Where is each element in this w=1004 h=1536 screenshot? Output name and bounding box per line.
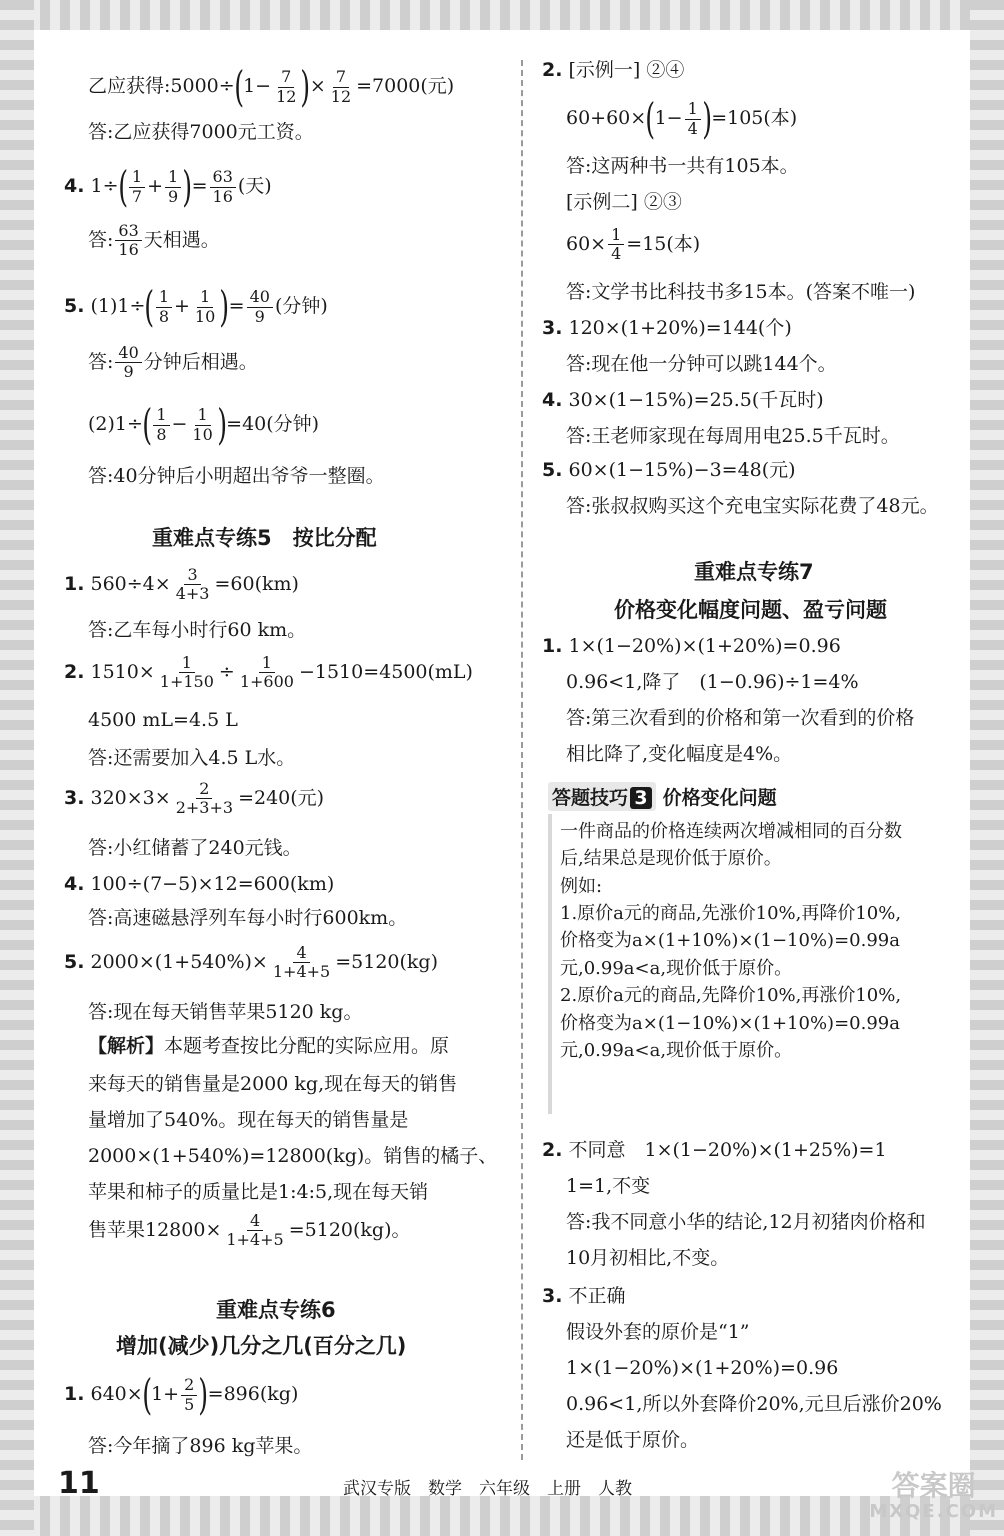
answer-text: 答:王老师家现在每周用电25.5千瓦时。 bbox=[566, 425, 900, 447]
calc-line: 60+60×(1− $\frac{1}{4}$ )=105(本) bbox=[566, 94, 798, 143]
calc-text: 1×(1−20%)×(1+20%)=0.96 bbox=[566, 1357, 839, 1379]
section-heading: 重难点专练7 bbox=[694, 560, 814, 584]
tip-line: 例如: bbox=[560, 875, 603, 897]
answer-text: 答:今年摘了896 kg苹果。 bbox=[88, 1435, 313, 1457]
tip-line: 1.原价a元的商品,先涨价10%,再降价10%, bbox=[560, 903, 902, 925]
answer-text: 答:乙应获得7000元工资。 bbox=[88, 121, 314, 143]
question-5: 5. 60×(1−15%)−3=48(元) bbox=[542, 459, 796, 481]
page-border-top bbox=[0, 0, 1004, 30]
question-2: 2. 1510× $\frac{1}{1+150}$ ÷ $\frac{1}{1+600}$ −1510=4500(mL) bbox=[64, 653, 473, 692]
answer-text: 答:40分钟后小明超出爷爷一整圈。 bbox=[88, 465, 385, 487]
column-divider bbox=[521, 60, 523, 1460]
section-subheading: 价格变化幅度问题、盈亏问题 bbox=[614, 598, 887, 622]
tip-line: 元,0.99a<a,现价低于原价。 bbox=[560, 1039, 793, 1061]
section-heading: 重难点专练6 bbox=[216, 1298, 336, 1322]
answer-text: 答:这两种书一共有105本。 bbox=[566, 155, 799, 177]
calc-text: [示例二] ②③ bbox=[566, 191, 682, 213]
calc-text: 假设外套的原价是“1” bbox=[566, 1321, 750, 1343]
question-1: 1. 560÷4× $\frac{3}{4+3}$ =60(km) bbox=[64, 565, 299, 604]
question-4: 4. 1÷( $\frac{1}{7}$ + $\frac{1}{9}$ )= $\frac{63}{16}$ (天) bbox=[64, 162, 272, 211]
answer-text: 答:高速磁悬浮列车每小时行600km。 bbox=[88, 907, 408, 929]
watermark-text: 答案圈 bbox=[891, 1469, 976, 1503]
tip-rule bbox=[548, 814, 552, 1114]
question-5: 5. (1)1÷( $\frac{1}{8}$ + $\frac{1}{10}$ )= $\frac{40}{9}$ (分钟) bbox=[64, 282, 328, 331]
answer-text: 10月初相比,不变。 bbox=[566, 1247, 730, 1269]
explanation-line: 2000×(1+540%)=12800(kg)。销售的橘子、 bbox=[88, 1145, 498, 1167]
section-heading: 重难点专练5 按比分配 bbox=[152, 526, 377, 550]
page-border-right bbox=[970, 0, 1004, 1536]
answer-text: 答:现在他一分钟可以跳144个。 bbox=[566, 353, 837, 375]
footer-text: 武汉专版 数学 六年级 上册 人教 bbox=[343, 1479, 632, 1499]
answer-text: 答:现在每天销售苹果5120 kg。 bbox=[88, 1001, 363, 1023]
section-subheading: 增加(减少)几分之几(百分之几) bbox=[116, 1334, 407, 1358]
page-number: 11 bbox=[58, 1466, 100, 1501]
answer-text: 答:乙车每小时行60 km。 bbox=[88, 619, 307, 641]
answer-text: 答: $\frac{63}{16}$ 天相遇。 bbox=[88, 221, 220, 260]
question-3: 3. 不正确 bbox=[542, 1285, 626, 1307]
tip-title: 答题技巧 3 价格变化问题 bbox=[548, 782, 777, 808]
question-4: 4. 100÷(7−5)×12=600(km) bbox=[64, 873, 335, 895]
answer-tip-box bbox=[548, 782, 978, 1116]
tip-line: 2.原价a元的商品,先降价10%,再涨价10%, bbox=[560, 985, 902, 1007]
question-5-part-2: (2)1÷( $\frac{1}{8}$ − $\frac{1}{10}$ )=40(分钟) bbox=[88, 400, 320, 449]
calc-text: 0.96<1,所以外套降价20%,元旦后涨价20% bbox=[566, 1393, 942, 1415]
watermark-url: MXQE.COM bbox=[869, 1501, 998, 1523]
answer-text: 相比降了,变化幅度是4%。 bbox=[566, 743, 793, 765]
question-2: 2. 不同意 1×(1−20%)×(1+25%)=1 bbox=[542, 1139, 887, 1161]
answer-text: 答:小红储蓄了240元钱。 bbox=[88, 837, 302, 859]
question-2: 2. [示例一] ②④ bbox=[542, 59, 685, 81]
explanation-line: 【解析】本题考查按比分配的实际应用。原 bbox=[88, 1035, 450, 1057]
explanation-line: 来每天的销售量是2000 kg,现在每天的销售 bbox=[88, 1073, 458, 1095]
question-4: 4. 30×(1−15%)=25.5(千瓦时) bbox=[542, 389, 824, 411]
tip-line: 一件商品的价格连续两次增减相同的百分数 bbox=[560, 821, 902, 842]
tip-line: 价格变为a×(1−10%)×(1+10%)=0.99a bbox=[560, 1012, 900, 1034]
answer-text: 答:我不同意小华的结论,12月初猪肉价格和 bbox=[566, 1211, 926, 1233]
explanation-line: 量增加了540%。现在每天的销售量是 bbox=[88, 1109, 409, 1131]
answer-text: 答:文学书比科技书多15本。(答案不唯一) bbox=[566, 281, 916, 303]
question-3: 3. 320×3× $\frac{2}{2+3+3}$ =240(元) bbox=[64, 779, 325, 818]
calc-text: 1=1,不变 bbox=[566, 1175, 651, 1197]
question-3: 3. 120×(1+20%)=144(个) bbox=[542, 317, 792, 339]
calc-text: 4500 mL=4.5 L bbox=[88, 709, 238, 731]
tip-badge: 答题技巧 3 bbox=[548, 782, 656, 811]
tip-line: 元,0.99a<a,现价低于原价。 bbox=[560, 957, 793, 979]
answer-text: 答:第三次看到的价格和第一次看到的价格 bbox=[566, 707, 915, 729]
answer-text: 答:还需要加入4.5 L水。 bbox=[88, 747, 296, 769]
tip-line: 价格变为a×(1+10%)×(1−10%)=0.99a bbox=[560, 930, 900, 952]
answer-text: 答: $\frac{40}{9}$ 分钟后相遇。 bbox=[88, 343, 258, 382]
watermark-logo bbox=[869, 1471, 998, 1522]
calc-text: 还是低于原价。 bbox=[566, 1429, 700, 1451]
question-1: 1. 640×(1+ $\frac{2}{5}$ )=896(kg) bbox=[64, 1370, 299, 1419]
calc-line: 60× $\frac{1}{4}$ =15(本) bbox=[566, 225, 701, 264]
tip-line: 后,结果总是现价低于原价。 bbox=[560, 848, 782, 870]
answer-text: 答:张叔叔购买这个充电宝实际花费了48元。 bbox=[566, 495, 939, 517]
tip-body bbox=[560, 818, 976, 1064]
calc-text: 0.96<1,降了 (1−0.96)÷1=4% bbox=[566, 671, 859, 693]
page-footer bbox=[58, 1466, 938, 1506]
answer-line: 乙应获得:5000÷(1− $\frac{7}{12}$ )× $\frac{7}{12}$ =7000(元) bbox=[88, 62, 455, 111]
question-5: 5. 2000×(1+540%)× $\frac{4}{1+4+5}$ =5120(kg) bbox=[64, 943, 438, 982]
explanation-line: 苹果和柿子的质量比是1:4:5,现在每天销 bbox=[88, 1181, 429, 1203]
explanation-line: 售苹果12800× $\frac{4}{1+4+5}$ =5120(kg)。 bbox=[88, 1211, 411, 1250]
page-border-left bbox=[0, 0, 34, 1536]
question-1: 1. 1×(1−20%)×(1+20%)=0.96 bbox=[542, 635, 841, 657]
